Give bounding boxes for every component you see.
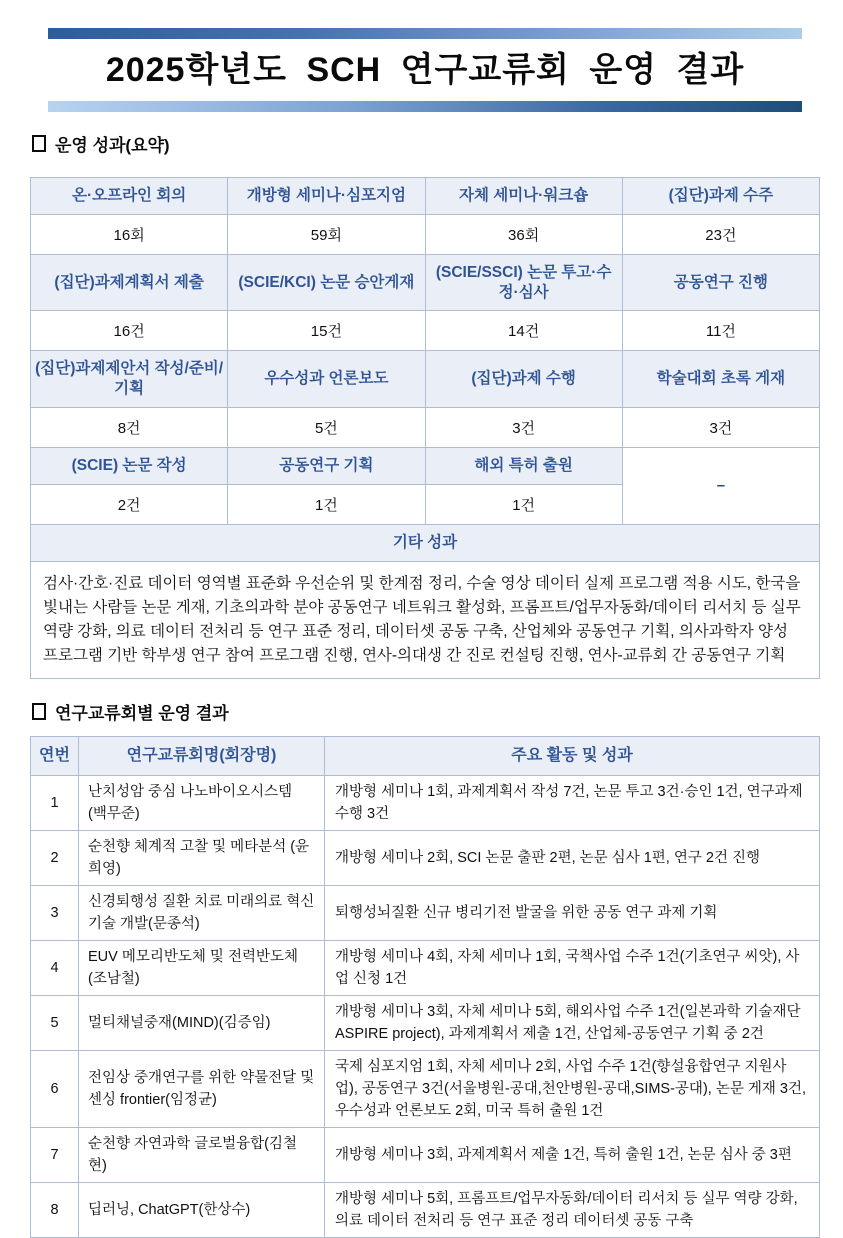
section-heading-summary-label: 운영 성과(요약) (55, 135, 170, 155)
stat-label-cell: 개방형 세미나·심포지엄 (228, 177, 425, 214)
stat-value-cell: 1건 (425, 484, 622, 524)
square-bullet-icon (32, 703, 46, 720)
title-gradient-bar-bottom (48, 101, 802, 112)
table-row (31, 351, 820, 408)
stat-value-cell: 59회 (228, 214, 425, 254)
table-row (31, 1183, 820, 1238)
stat-value-cell: 16회 (31, 214, 228, 254)
square-bullet-icon (32, 135, 46, 152)
row-number-cell: 5 (31, 996, 79, 1051)
stat-label-cell: (SCIE/KCI) 논문 승안게재 (228, 254, 425, 311)
stat-value-cell: 2건 (31, 484, 228, 524)
activity-cell: 개방형 세미나 2회, SCI 논문 출판 2편, 논문 심사 1편, 연구 2건 진행 (325, 831, 820, 886)
group-name-cell: 신경퇴행성 질환 치료 미래의료 혁신 기술 개발(문종석) (79, 886, 325, 941)
stat-label-cell: 해외 특허 출원 (425, 448, 622, 485)
activity-cell: 국제 심포지엄 1회, 자체 세미나 2회, 사업 수주 1건(향설융합연구 지원사업), 공동연구 3건(서울병원-공대,천안병원-공대,SIMS-공대), 논문 게재 3건, 우수성과 언론보도 2회, 미국 특허 출원 1건 (325, 1051, 820, 1128)
table-row (31, 524, 820, 561)
stat-label-cell: 공동연구 기획 (228, 448, 425, 485)
table-row (31, 831, 820, 886)
stat-value-cell: 14건 (425, 311, 622, 351)
stat-label-cell: (집단)과제제안서 작성/준비/기획 (31, 351, 228, 408)
stat-label-cell: 학술대회 초록 게재 (622, 351, 819, 408)
group-name-cell: 난치성암 중심 나노바이오시스템 (백무준) (79, 776, 325, 831)
stat-label-cell: 공동연구 진행 (622, 254, 819, 311)
row-number-cell: 8 (31, 1183, 79, 1238)
activity-cell: 개방형 세미나 3회, 자체 세미나 5회, 해외사업 수주 1건(일본과학 기술재단 ASPIRE project), 과제계획서 제출 1건, 산업체-공동연구 기획 중 2건 (325, 996, 820, 1051)
stat-label-cell: (SCIE) 논문 작성 (31, 448, 228, 485)
group-name-cell: 전임상 중개연구를 위한 약물전달 및 센싱 frontier(임정균) (79, 1051, 325, 1128)
row-number-cell: 4 (31, 941, 79, 996)
group-name-cell: EUV 메모리반도체 및 전력반도체 (조남철) (79, 941, 325, 996)
column-header-result: 주요 활동 및 성과 (325, 736, 820, 775)
section-heading-detail-label: 연구교류회별 운영 결과 (55, 703, 229, 723)
etc-text-cell: 검사·간호·진료 데이터 영역별 표준화 우선순위 및 한계점 정리, 수술 영상 데이터 실제 프로그램 적용 시도, 한국을 빛내는 사람들 논문 게재, 기초의과학 분야 공동연구 네트워크 활성화, 프롬프트/업무자동화/데이터 리서치 등 실무 역량 강화, 의료 데이터 전처리 등 연구 표준 정리, 데이터셋 공동 구축, 산업체와 공동연구 기획, 의사과학자 양성 프로그램 기반 학부생 연구 참여 프로그램 진행, 연사-의대생 간 진로 컨설팅 진행, 연사-교류회 간 공동연구 기획 (31, 561, 820, 678)
table-row (31, 408, 820, 448)
table-row (31, 941, 820, 996)
etc-label-cell: 기타 성과 (31, 524, 820, 561)
activity-cell: 개방형 세미나 3회, 과제계획서 제출 1건, 특허 출원 1건, 논문 심사 중 3편 (325, 1128, 820, 1183)
table-row (31, 776, 820, 831)
table-header-row (31, 736, 820, 775)
table-row (31, 177, 820, 214)
table-row (31, 448, 820, 485)
stat-value-cell: 11건 (622, 311, 819, 351)
table-row (31, 886, 820, 941)
column-header-name: 연구교류회명(회장명) (79, 736, 325, 775)
empty-dash-cell: – (622, 448, 819, 525)
stat-label-cell: (SCIE/SSCI) 논문 투고·수정·심사 (425, 254, 622, 311)
column-header-no: 연번 (31, 736, 79, 775)
table-row (31, 996, 820, 1051)
section-heading-detail (32, 699, 820, 724)
table-row (31, 1051, 820, 1128)
stat-value-cell: 3건 (425, 408, 622, 448)
title-block (30, 0, 820, 112)
group-name-cell: 멀티채널중재(MIND)(김증임) (79, 996, 325, 1051)
group-name-cell: 딥러닝, ChatGPT(한상수) (79, 1183, 325, 1238)
row-number-cell: 1 (31, 776, 79, 831)
activity-cell: 개방형 세미나 5회, 프롬프트/업무자동화/데이터 리서치 등 실무 역량 강화, 의료 데이터 전처리 등 연구 표준 정리 데이터셋 공동 구축 (325, 1183, 820, 1238)
detail-table (30, 736, 820, 1238)
table-row (31, 1128, 820, 1183)
summary-table (30, 177, 820, 679)
table-row (31, 214, 820, 254)
row-number-cell: 7 (31, 1128, 79, 1183)
activity-cell: 개방형 세미나 4회, 자체 세미나 1회, 국책사업 수주 1건(기초연구 씨앗), 사업 신청 1건 (325, 941, 820, 996)
row-number-cell: 3 (31, 886, 79, 941)
page-title: 2025학년도 SCH 연구교류회 운영 결과 (105, 51, 745, 89)
section-heading-summary (32, 131, 820, 156)
stat-value-cell: 15건 (228, 311, 425, 351)
stat-label-cell: (집단)과제계획서 제출 (31, 254, 228, 311)
table-row (31, 254, 820, 311)
stat-label-cell: (집단)과제 수행 (425, 351, 622, 408)
title-gradient-bar-top (48, 28, 802, 39)
stat-label-cell: 우수성과 언론보도 (228, 351, 425, 408)
group-name-cell: 순천향 체계적 고찰 및 메타분석 (윤희영) (79, 831, 325, 886)
group-name-cell: 순천향 자연과학 글로벌융합(김철현) (79, 1128, 325, 1183)
row-number-cell: 2 (31, 831, 79, 886)
stat-value-cell: 5건 (228, 408, 425, 448)
stat-value-cell: 36회 (425, 214, 622, 254)
stat-value-cell: 8건 (31, 408, 228, 448)
stat-label-cell: 자체 세미나·워크숍 (425, 177, 622, 214)
activity-cell: 개방형 세미나 1회, 과제계획서 작성 7건, 논문 투고 3건·승인 1건, 연구과제 수행 3건 (325, 776, 820, 831)
stat-value-cell: 3건 (622, 408, 819, 448)
stat-label-cell: 온·오프라인 회의 (31, 177, 228, 214)
stat-value-cell: 1건 (228, 484, 425, 524)
table-row (31, 561, 820, 678)
activity-cell: 퇴행성뇌질환 신규 병리기전 발굴을 위한 공동 연구 과제 기획 (325, 886, 820, 941)
row-number-cell: 6 (31, 1051, 79, 1128)
stat-value-cell: 23건 (622, 214, 819, 254)
stat-value-cell: 16건 (31, 311, 228, 351)
stat-label-cell: (집단)과제 수주 (622, 177, 819, 214)
table-row (31, 311, 820, 351)
